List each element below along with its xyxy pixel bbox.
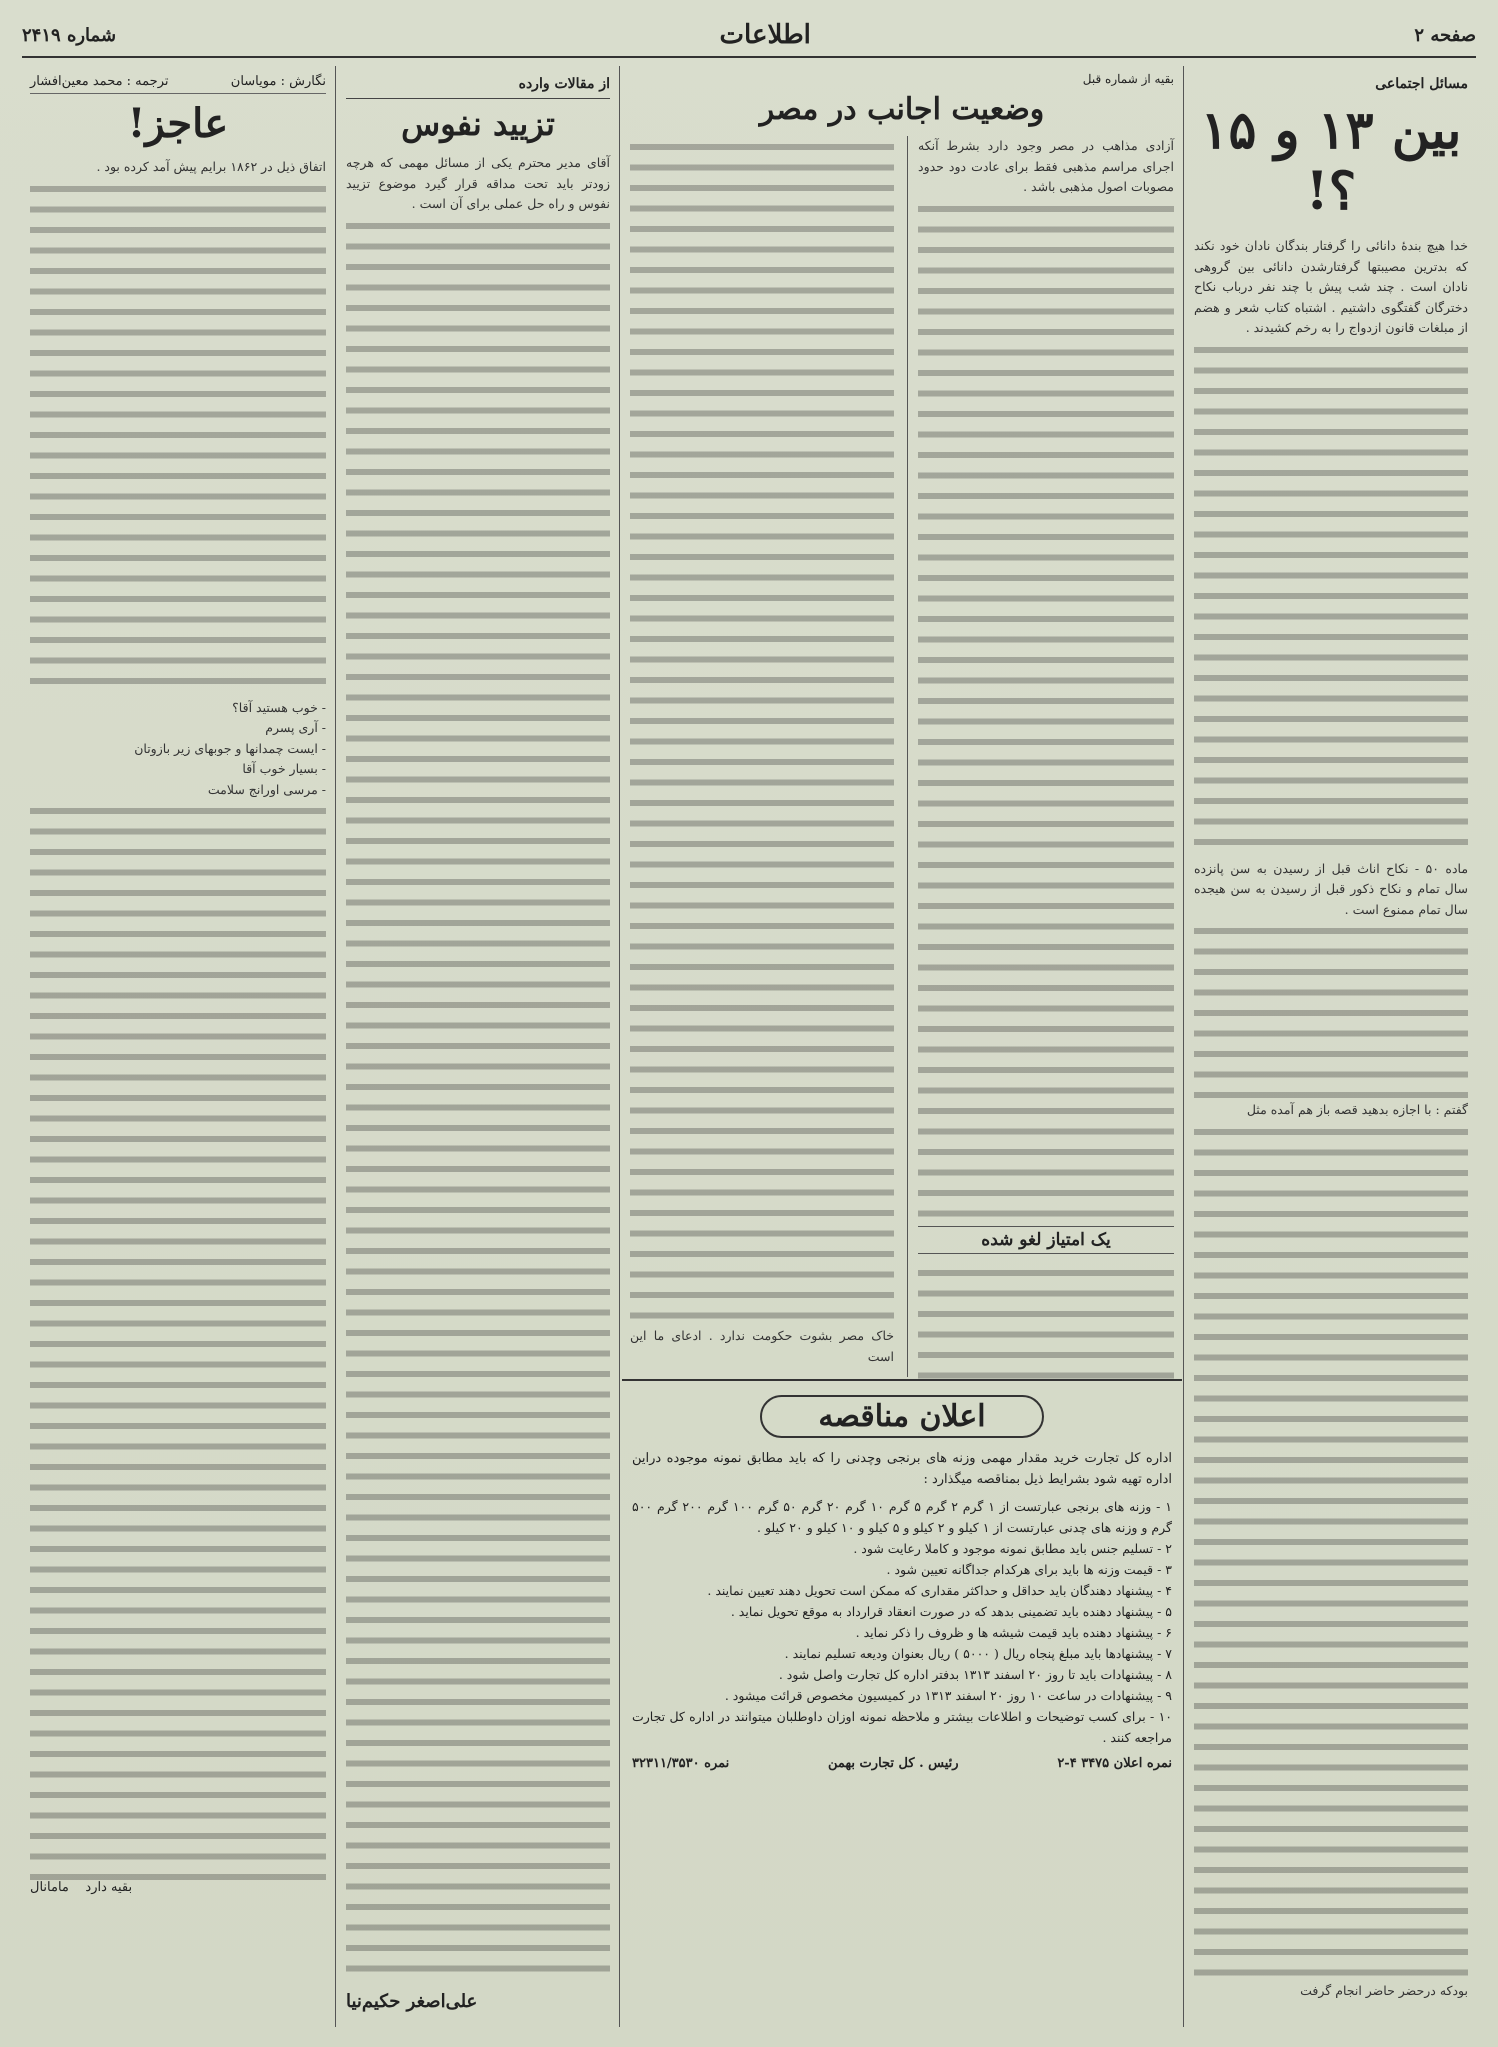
continued-note: بقیه از شماره قبل [1082, 72, 1174, 86]
tender-intro: اداره کل تجارت خرید مقدار مهمی وزنه های برنجی وچدنی را که باید مطابق نمونه موجوده دراین اداره تهیه شود بشرایط ذیل بمناقصه میگذارد : [632, 1451, 1172, 1487]
article-lead: آقای مدیر محترم یکی از مسائل مهمی که هرچه زودتر باید تحت مداقه قرار گیرد موضوع تزیید نفوس و راه حل عملی برای آن است . [346, 155, 610, 211]
article-lead: آزادی مذاهب در مصر وجود دارد بشرط آنکه اجرای مراسم مذهبی فقط برای عادت دود حدود مصوبات اصول مذهبی باشد . [918, 138, 1174, 194]
article-body-text [1194, 339, 1468, 859]
article-body-text [918, 198, 1174, 1218]
page-number: صفحه ۲ [1414, 24, 1476, 46]
tender-signatory: رئیس . کل تجارت بهمن [828, 1756, 959, 1771]
tender-item: ۴ - پیشنهاد دهندگان باید حداقل و حداکثر مقداری که ممکن است تحویل دهند تعیین نمایند . [707, 1583, 1172, 1598]
law-quote: ماده ۵۰ - نکاح اناث قبل از رسیدن به سن پانزده سال تمام و نکاح ذکور قبل از رسیدن به سن هیجده سال تمام ممنوع است . [1194, 860, 1469, 917]
article-body-text [30, 800, 326, 1880]
article-ending: خاک مصر بشوت حکومت ندارد . ادعای ما این است [630, 1328, 894, 1364]
tender-item: ۷ - پیشنهادها باید مبلغ پنجاه ریال ( ۵۰۰۰ ) ریال بعنوان ودیعه تسلیم نمایند . [784, 1646, 1172, 1661]
newspaper-title: اطلاعات [719, 20, 811, 50]
dialogue-line: - آری پسرم [265, 720, 326, 735]
article-ending: مامانال [30, 1880, 69, 1895]
sub-column-right [910, 136, 1182, 1376]
tender-item: ۱ - وزنه های برنجی عبارتست از ۱ گرم ۲ گرم ۵ گرم ۱۰ گرم ۲۰ گرم ۵۰ گرم ۱۰۰ گرم ۲۰۰ گرم ۵۰۰ گرم و وزنه های چدنی عبارتست از ۱ کیلو و ۲ کیلو و ۵ کیلو و ۱۰ کیلو و ۲۰ کیلو . [632, 1499, 1172, 1535]
tender-item: ۹ - پیشنهادات در ساعت ۱۰ روز ۲۰ اسفند ۱۳۱۳ در کمیسیون مخصوص قرائت میشود . [724, 1688, 1172, 1703]
masthead [22, 14, 1476, 58]
tender-title: اعلان مناقصه [760, 1395, 1044, 1438]
author-signature: علی‌اصغر حکیم‌نیا [346, 1990, 478, 2012]
column-kicker: مسائل اجتماعی [1375, 76, 1468, 92]
translator: ترجمه : محمد معین‌افشار [30, 74, 169, 89]
column-foreigners-egypt [622, 66, 1182, 2027]
tender-announcement [622, 1379, 1182, 2027]
tender-footer [632, 1756, 1172, 1771]
article-headline: تزیید نفوس [401, 105, 555, 143]
article-body-text [346, 215, 610, 1985]
column-divider [335, 66, 336, 2027]
author: نگارش : مویاسان [230, 74, 326, 89]
issue-number: شماره ۲۴۱۹ [22, 24, 117, 46]
continued-note: بقیه دارد [85, 1880, 133, 1895]
section-subheading: یک امتیاز لغو شده [918, 1226, 1174, 1254]
tender-item: ۵ - پیشنهاد دهنده باید تضمینی بدهد که در صورت انعقاد قرارداد به موقع تحویل نماید . [730, 1604, 1172, 1619]
article-body-text [1194, 920, 1468, 1100]
tender-reference: نمره اعلان ۳۴۷۵ ۴-۲ [1057, 1756, 1172, 1771]
sub-column-left [622, 136, 902, 1376]
byline [30, 74, 326, 94]
dialogue-line: - مرسی اورانج سلامت [207, 781, 326, 797]
column-story [22, 66, 334, 2027]
article-body-text [630, 136, 894, 1326]
article-headline: وضعیت اجانب در مصر [759, 92, 1045, 127]
tender-item: ۶ - پیشنهاد دهنده باید قیمت شیشه ها و ظروف را ذکر نماید . [855, 1625, 1172, 1640]
tender-item: ۱۰ - برای کسب توضیحات و اطلاعات بیشتر و ملاحظه نمونه اوزان داوطلبان میتوانند در اداره کل تجارت مراجعه کنند . [632, 1709, 1172, 1745]
column-population-growth [338, 66, 618, 2027]
tender-item: ۸ - پیشنهادات باید تا روز ۲۰ اسفند ۱۳۱۳ بدفتر اداره کل تجارت واصل شود . [778, 1667, 1172, 1682]
column-social-issues [1186, 66, 1476, 2027]
continued-label [30, 1880, 326, 1895]
article-ending: بودکه درحضر حاضر انجام گرفت [1300, 1982, 1468, 1998]
section-label: از مقالات وارده [518, 76, 610, 92]
dialogue-line: - بسیار خوب آقا [242, 761, 326, 776]
article-body-text [918, 1262, 1174, 1382]
tender-item: ۳ - قیمت وزنه ها باید برای هرکدام جداگانه تعیین شود . [886, 1562, 1172, 1577]
article-lead: اتفاق ذیل در ۱۸۶۲ برایم پیش آمد کرده بود . [96, 159, 326, 174]
column-divider [907, 136, 908, 1377]
tender-number: نمره ۳۲۳۱۱/۳۵۳۰ [632, 1756, 730, 1771]
dialogue-line: گفتم : با اجازه بدهید قصه باز هم آمده مثل [1246, 1102, 1468, 1117]
rule [346, 98, 610, 99]
column-divider [1183, 66, 1184, 2027]
column-divider [619, 66, 620, 2027]
article-lead: خدا هیچ بندهٔ دانائی را گرفتار بندگان نادان خود نکند که بدترین مصیبتها گرفتارشدن دانائی بین گروهی نادان است . چند شب پیش با چند نفر درباب نکاح دخترگان گفتگوی داشتیم . اشتباه کتاب شعر و هضم از مبلغات قانون ازدواج را به رخم کشیدند . [1194, 238, 1468, 335]
dialogue-line: - خوب هستید آقا؟ [232, 699, 326, 715]
article-headline: بین ۱۳ و ۱۵ ؟! [1200, 100, 1462, 222]
columns-area [22, 66, 1476, 2027]
tender-item: ۲ - تسلیم جنس باید مطابق نمونه موجود و کاملا رعایت شود . [853, 1541, 1172, 1556]
article-body-text [30, 178, 326, 698]
article-headline: عاجز! [127, 100, 229, 147]
article-body-text [1194, 1121, 1468, 1981]
dialogue-line: - ایست چمدانها و جوبهای زیر بازوتان [134, 740, 326, 756]
